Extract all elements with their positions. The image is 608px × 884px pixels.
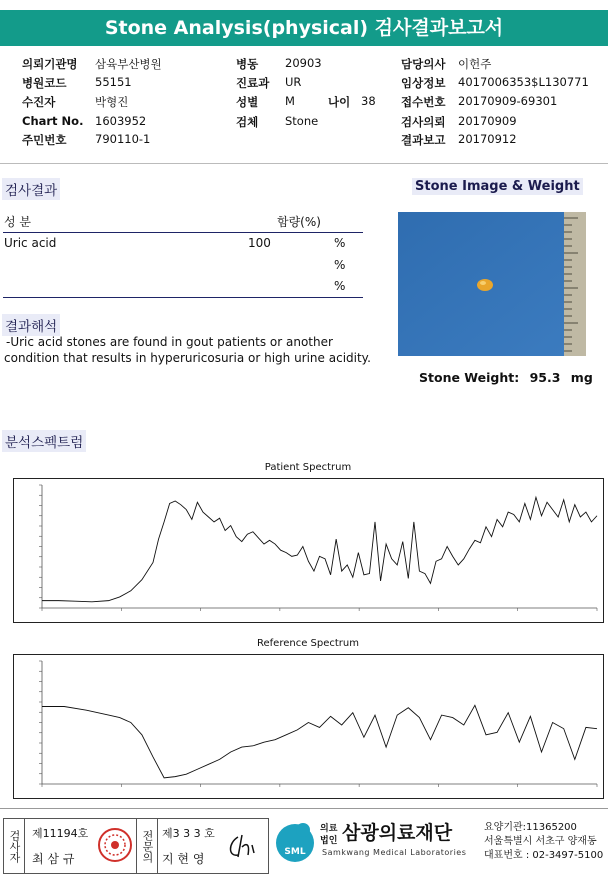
patient-spectrum-plot bbox=[14, 479, 603, 622]
results-header-rule bbox=[3, 232, 363, 233]
org-prefix-1: 의료 bbox=[320, 824, 338, 834]
value-request-date: 20170909 bbox=[458, 114, 517, 128]
org-prefix bbox=[320, 823, 337, 847]
axis bbox=[42, 485, 597, 608]
interpretation-line: -Uric acid stones are found in gout patients or another bbox=[6, 335, 333, 349]
label-age: 나이 bbox=[328, 95, 351, 109]
spectrum-line bbox=[42, 497, 597, 602]
label-report-date: 결과보고 bbox=[401, 133, 446, 147]
value-doctor: 이헌주 bbox=[458, 57, 492, 71]
spectrum-line bbox=[42, 705, 597, 778]
value-chart-no: 1603952 bbox=[95, 114, 147, 128]
label-ward: 병동 bbox=[236, 57, 259, 71]
stone-weight bbox=[419, 370, 593, 385]
interpretation-line: condition that results in hyperuricosuria or high urine acidity. bbox=[4, 351, 371, 365]
label-clinical-info: 임상정보 bbox=[401, 76, 446, 90]
patient-spectrum-title: Patient Spectrum bbox=[264, 462, 352, 473]
specialist-license: 제3 3 3 호 bbox=[162, 827, 215, 840]
tester-name: 최 삼 규 bbox=[32, 852, 75, 866]
spectrum-title: 분석스펙트럼 bbox=[2, 430, 86, 452]
col-component: 성 분 bbox=[4, 215, 31, 229]
label-chart-no: Chart No. bbox=[22, 114, 84, 128]
stone-photo bbox=[398, 212, 586, 356]
value-hospital-code: 55151 bbox=[95, 75, 132, 89]
report-title: Stone Analysis(physical) 검사결과보고서 bbox=[0, 10, 608, 46]
value-ward: 20903 bbox=[285, 56, 322, 70]
stone-weight-unit: mg bbox=[570, 370, 593, 385]
row-unit: % bbox=[334, 279, 346, 293]
value-age: 38 bbox=[361, 94, 376, 108]
org-address: 서울특별시 서초구 양재동 bbox=[484, 836, 597, 847]
stone-image-title: Stone Image & Weight bbox=[412, 178, 583, 195]
patient-spectrum-chart bbox=[13, 478, 604, 623]
value-department: UR bbox=[285, 75, 302, 89]
stone-weight-value: 95.3 bbox=[529, 370, 561, 385]
specialist-label: 전문의 bbox=[136, 819, 158, 873]
logo-text: SML bbox=[284, 847, 306, 857]
footer-divider bbox=[0, 808, 608, 809]
tester-label: 검사자 bbox=[4, 819, 25, 873]
interpretation-title: 결과해석 bbox=[2, 314, 60, 336]
row-value: 100 bbox=[248, 236, 271, 250]
axis bbox=[42, 661, 597, 784]
reference-spectrum-chart bbox=[13, 654, 604, 799]
signature-box bbox=[3, 818, 269, 874]
label-specimen: 검체 bbox=[236, 115, 259, 129]
label-sex: 성별 bbox=[236, 95, 259, 109]
stone-weight-label: Stone Weight: bbox=[419, 370, 520, 385]
value-hospital: 삼육부산병원 bbox=[95, 57, 162, 71]
label-patient: 수진자 bbox=[22, 95, 56, 109]
value-receipt-no: 20170909-69301 bbox=[458, 94, 558, 108]
label-request-date: 검사의뢰 bbox=[401, 115, 446, 129]
label-hospital-code: 병원코드 bbox=[22, 76, 67, 90]
org-code: 요양기관:11365200 bbox=[484, 822, 577, 833]
row-unit: % bbox=[334, 236, 346, 250]
org-prefix-2: 법인 bbox=[320, 836, 338, 846]
label-resident-no: 주민번호 bbox=[22, 133, 67, 147]
reference-spectrum-title: Reference Spectrum bbox=[257, 638, 359, 649]
label-receipt-no: 접수번호 bbox=[401, 95, 446, 109]
patient-info bbox=[22, 56, 602, 156]
value-clinical-info: 4017006353$L130771 bbox=[458, 75, 589, 89]
value-sex: M bbox=[285, 94, 295, 108]
value-patient: 박형진 bbox=[95, 95, 129, 109]
reference-spectrum-plot bbox=[14, 655, 603, 798]
signature bbox=[224, 829, 264, 863]
sml-logo-icon bbox=[272, 819, 318, 865]
label-department: 진료과 bbox=[236, 76, 270, 90]
col-content: 함량(%) bbox=[277, 215, 321, 229]
value-report-date: 20170912 bbox=[458, 132, 517, 146]
row-component: Uric acid bbox=[4, 236, 57, 250]
results-title: 검사결과 bbox=[2, 178, 60, 200]
specialist-name: 지 현 영 bbox=[162, 852, 205, 866]
value-specimen: Stone bbox=[285, 114, 319, 128]
tester-license: 제11194호 bbox=[32, 827, 89, 840]
label-hospital: 의뢰기관명 bbox=[22, 57, 78, 71]
seal-stamp bbox=[97, 827, 133, 863]
row-unit: % bbox=[334, 258, 346, 272]
divider bbox=[0, 163, 608, 164]
value-resident-no: 790110-1 bbox=[95, 132, 151, 146]
results-bottom-rule bbox=[3, 297, 363, 298]
org-tel: 대표번호 : 02-3497-5100 bbox=[484, 850, 604, 861]
org-contact bbox=[484, 821, 603, 863]
org-english-name: Samkwang Medical Laboratories bbox=[322, 848, 467, 857]
label-doctor: 담당의사 bbox=[401, 57, 446, 71]
org-name: 삼광의료재단 bbox=[342, 822, 453, 844]
